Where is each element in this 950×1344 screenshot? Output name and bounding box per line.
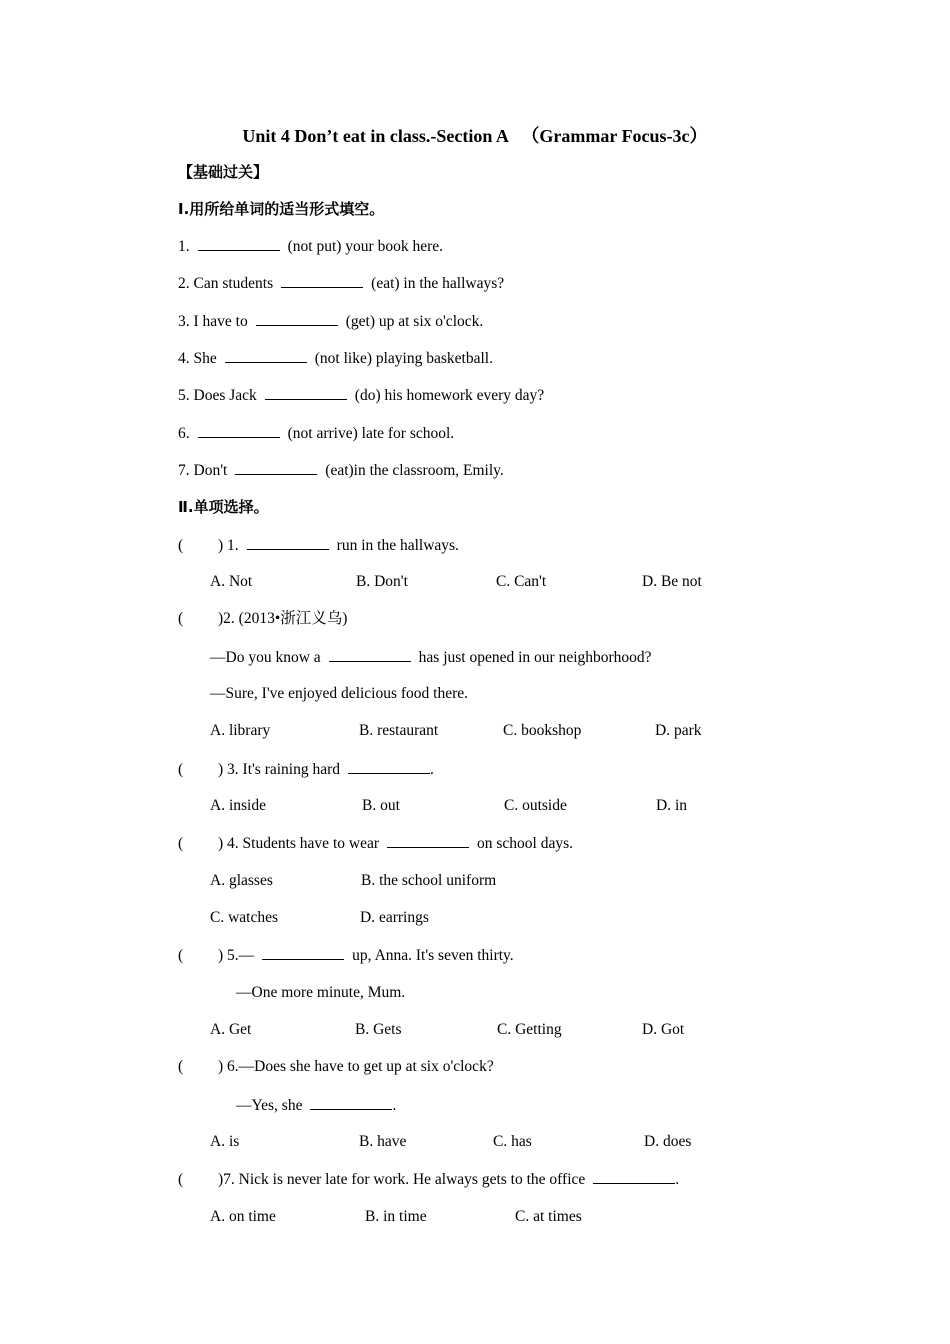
option-d[interactable]: D. Got	[642, 1021, 685, 1038]
fill-item-2	[178, 273, 504, 294]
dialogue-line-2	[236, 1095, 396, 1116]
fill-item-7	[178, 460, 504, 481]
option-b[interactable]: B. Don't	[356, 573, 408, 590]
option-d[interactable]: D. does	[644, 1133, 692, 1150]
option-c[interactable]: C. has	[493, 1133, 532, 1150]
dialogue-line-2: —Sure, I've enjoyed delicious food there.	[210, 685, 469, 702]
answer-blank[interactable]	[235, 460, 317, 475]
option-a[interactable]: A. Not	[210, 573, 253, 590]
fill-item-4	[178, 348, 493, 369]
option-c[interactable]: C. bookshop	[503, 722, 582, 739]
option-b[interactable]: B. have	[359, 1133, 407, 1150]
item-text: 3. I have to	[178, 313, 248, 330]
question-text: ) 6.—Does she have to get up at six o'clock?	[218, 1058, 494, 1075]
answer-blank[interactable]	[198, 423, 280, 438]
question-text: has just opened in our neighborhood?	[418, 649, 652, 666]
item-text: (eat)in the classroom, Emily.	[325, 462, 504, 479]
option-a[interactable]: A. is	[210, 1133, 240, 1150]
question-text: ) 5.—	[218, 947, 255, 964]
answer-blank	[329, 647, 411, 662]
question-text: .	[392, 1097, 397, 1114]
mc-question-7	[178, 1169, 679, 1190]
fill-item-3	[178, 311, 483, 332]
mc-question-5	[178, 945, 514, 966]
mc-question-6	[178, 1057, 494, 1077]
section1-heading: Ⅰ.用所给单词的适当形式填空。	[178, 200, 385, 218]
question-text: ) 1.	[218, 537, 239, 554]
question-text: ) 4. Students have to wear	[218, 835, 379, 852]
item-text: (do) his homework every day?	[354, 387, 545, 404]
option-d[interactable]: D. earrings	[360, 909, 429, 926]
item-text: 6.	[178, 425, 190, 442]
option-c[interactable]: C. Can't	[496, 573, 547, 590]
page-title	[0, 122, 950, 148]
mc-question-1	[178, 535, 459, 556]
answer-blank	[247, 535, 329, 550]
answer-blank	[310, 1095, 392, 1110]
option-b[interactable]: B. Gets	[355, 1021, 402, 1038]
answer-blank[interactable]	[225, 348, 307, 363]
option-c[interactable]: C. watches	[210, 909, 279, 926]
option-c[interactable]: C. at times	[515, 1208, 582, 1225]
option-b[interactable]: B. in time	[365, 1208, 427, 1225]
option-c[interactable]: C. Getting	[497, 1021, 562, 1038]
item-text: 5. Does Jack	[178, 387, 257, 404]
item-text: 1.	[178, 238, 190, 255]
question-text: .	[675, 1171, 680, 1188]
question-text: —Do you know a	[210, 649, 321, 666]
answer-paren[interactable]: (	[178, 1058, 184, 1075]
item-text: 4. She	[178, 350, 217, 367]
option-d[interactable]: D. in	[656, 797, 687, 814]
answer-blank	[348, 759, 430, 774]
item-text: (not put) your book here.	[287, 238, 444, 255]
option-a[interactable]: A. glasses	[210, 872, 273, 889]
question-text: —Yes, she	[236, 1097, 303, 1114]
answer-paren[interactable]: (	[178, 1171, 184, 1188]
question-text: )2. (2013•浙江义乌)	[218, 610, 348, 627]
title-text: Unit 4 Don’t eat in class.-Section A （Grammar Focus-3c）	[242, 126, 708, 146]
answer-blank[interactable]	[281, 273, 363, 288]
fill-item-1	[178, 236, 443, 257]
item-text: (not arrive) late for school.	[287, 425, 455, 442]
mc-question-3	[178, 759, 434, 780]
question-text: on school days.	[477, 835, 574, 852]
option-a[interactable]: A. library	[210, 722, 271, 739]
answer-blank[interactable]	[256, 311, 338, 326]
answer-blank	[593, 1169, 675, 1184]
mc-question-4	[178, 833, 573, 854]
answer-blank[interactable]	[198, 236, 280, 251]
answer-blank	[387, 833, 469, 848]
option-b[interactable]: B. the school uniform	[361, 872, 497, 889]
option-d[interactable]: D. park	[655, 722, 702, 739]
option-a[interactable]: A. inside	[210, 797, 266, 814]
fill-item-6	[178, 423, 454, 444]
fill-item-5	[178, 385, 544, 406]
answer-blank[interactable]	[265, 385, 347, 400]
question-text: .	[430, 761, 434, 778]
answer-paren[interactable]: (	[178, 537, 184, 554]
item-text: (not like) playing basketball.	[314, 350, 493, 367]
question-text: )7. Nick is never late for work. He always gets to the office	[218, 1171, 586, 1188]
item-text: (get) up at six o'clock.	[345, 313, 484, 330]
item-text: 2. Can students	[178, 275, 274, 292]
answer-paren[interactable]: (	[178, 610, 184, 627]
option-a[interactable]: A. Get	[210, 1021, 252, 1038]
section-header: 【基础过关】	[178, 163, 269, 181]
answer-blank	[262, 945, 344, 960]
mc-question-2	[178, 609, 347, 629]
answer-paren[interactable]: (	[178, 947, 184, 964]
option-b[interactable]: B. out	[362, 797, 400, 814]
item-text: (eat) in the hallways?	[371, 275, 505, 292]
dialogue-line-2: —One more minute, Mum.	[236, 984, 406, 1001]
question-text: ) 3. It's raining hard	[218, 761, 341, 778]
dialogue-line-1	[210, 647, 652, 668]
question-text: up, Anna. It's seven thirty.	[352, 947, 514, 964]
answer-paren[interactable]: (	[178, 835, 184, 852]
item-text: 7. Don't	[178, 462, 228, 479]
option-d[interactable]: D. Be not	[642, 573, 702, 590]
option-a[interactable]: A. on time	[210, 1208, 276, 1225]
option-c[interactable]: C. outside	[504, 797, 567, 814]
answer-paren[interactable]: (	[178, 761, 184, 778]
option-b[interactable]: B. restaurant	[359, 722, 439, 739]
section2-heading: Ⅱ.单项选择。	[178, 498, 269, 516]
question-text: run in the hallways.	[336, 537, 459, 554]
